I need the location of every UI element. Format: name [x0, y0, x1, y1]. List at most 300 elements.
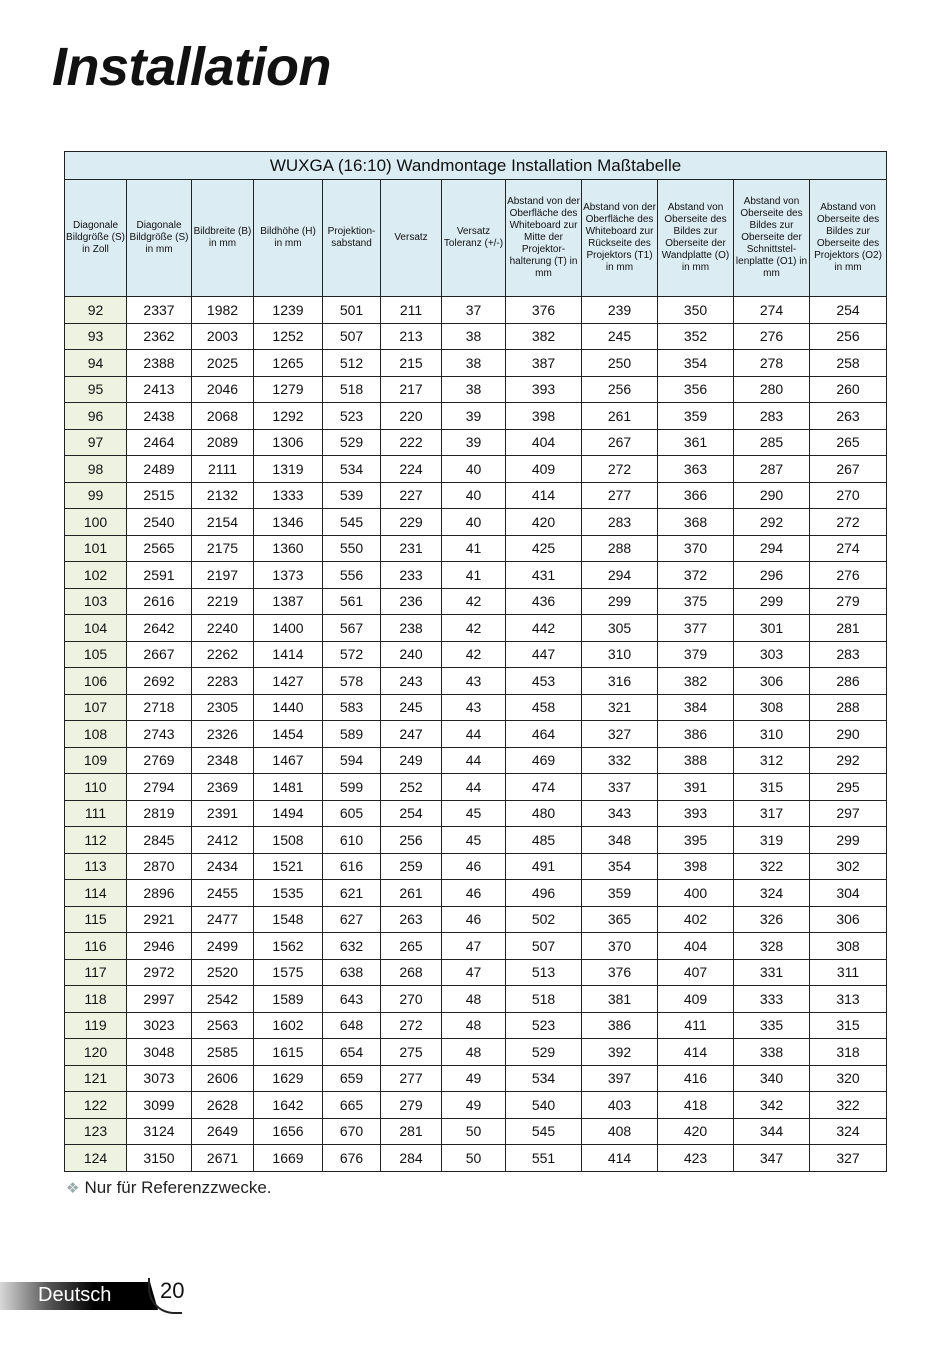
table-cell: 2003 — [192, 323, 254, 350]
table-cell: 491 — [506, 853, 582, 880]
table-cell: 2591 — [127, 562, 192, 589]
table-row — [65, 800, 887, 827]
table-cell: 284 — [381, 1145, 442, 1172]
table-cell: 283 — [810, 641, 887, 668]
table-cell: 274 — [810, 535, 887, 562]
size-inch-cell: 110 — [65, 774, 127, 801]
table-row — [65, 721, 887, 748]
table-cell: 1414 — [254, 641, 323, 668]
table-cell: 529 — [506, 1039, 582, 1066]
table-cell: 409 — [506, 456, 582, 483]
table-cell: 2972 — [127, 959, 192, 986]
table-cell: 379 — [658, 641, 734, 668]
table-cell: 359 — [658, 403, 734, 430]
size-inch-cell: 122 — [65, 1092, 127, 1119]
table-cell: 384 — [658, 694, 734, 721]
table-cell: 322 — [810, 1092, 887, 1119]
table-cell: 288 — [810, 694, 887, 721]
table-cell: 38 — [442, 376, 506, 403]
table-cell: 327 — [582, 721, 658, 748]
table-cell: 263 — [381, 906, 442, 933]
table-cell: 610 — [323, 827, 381, 854]
table-cell: 320 — [810, 1065, 887, 1092]
table-cell: 361 — [658, 429, 734, 456]
column-header: Abstand von der Oberfläche des Whiteboard zur Rückseite des Projektors (T1) in mm — [582, 180, 658, 297]
table-row — [65, 456, 887, 483]
table-cell: 1279 — [254, 376, 323, 403]
table-cell: 1292 — [254, 403, 323, 430]
size-inch-cell: 96 — [65, 403, 127, 430]
table-row — [65, 588, 887, 615]
table-cell: 2649 — [192, 1118, 254, 1145]
table-cell: 513 — [506, 959, 582, 986]
table-cell: 2642 — [127, 615, 192, 642]
table-cell: 2870 — [127, 853, 192, 880]
table-cell: 42 — [442, 588, 506, 615]
table-cell: 359 — [582, 880, 658, 907]
table-cell: 292 — [734, 509, 810, 536]
table-cell: 265 — [381, 933, 442, 960]
table-cell: 308 — [734, 694, 810, 721]
table-cell: 1615 — [254, 1039, 323, 1066]
column-header: Diagonale Bildgröße (S) in mm — [127, 180, 192, 297]
table-cell: 2326 — [192, 721, 254, 748]
table-cell: 453 — [506, 668, 582, 695]
table-cell: 294 — [734, 535, 810, 562]
table-cell: 616 — [323, 853, 381, 880]
table-cell: 414 — [582, 1145, 658, 1172]
table-cell: 302 — [810, 853, 887, 880]
table-cell: 382 — [658, 668, 734, 695]
table-cell: 2197 — [192, 562, 254, 589]
table-cell: 501 — [323, 297, 381, 324]
table-cell: 2477 — [192, 906, 254, 933]
table-cell: 249 — [381, 747, 442, 774]
table-cell: 2283 — [192, 668, 254, 695]
table-cell: 370 — [658, 535, 734, 562]
table-cell: 44 — [442, 721, 506, 748]
size-inch-cell: 115 — [65, 906, 127, 933]
table-row — [65, 350, 887, 377]
table-row — [65, 827, 887, 854]
table-cell: 398 — [658, 853, 734, 880]
table-cell: 368 — [658, 509, 734, 536]
table-cell: 356 — [658, 376, 734, 403]
size-inch-cell: 103 — [65, 588, 127, 615]
table-cell: 659 — [323, 1065, 381, 1092]
table-cell: 523 — [506, 1012, 582, 1039]
table-cell: 38 — [442, 350, 506, 377]
table-cell: 222 — [381, 429, 442, 456]
table-cell: 292 — [810, 747, 887, 774]
table-cell: 2046 — [192, 376, 254, 403]
table-cell: 265 — [810, 429, 887, 456]
table-cell: 312 — [734, 747, 810, 774]
table-cell: 272 — [381, 1012, 442, 1039]
table-cell: 2391 — [192, 800, 254, 827]
table-cell: 50 — [442, 1145, 506, 1172]
table-cell: 376 — [506, 297, 582, 324]
table-cell: 370 — [582, 933, 658, 960]
table-cell: 534 — [323, 456, 381, 483]
size-inch-cell: 113 — [65, 853, 127, 880]
table-cell: 403 — [582, 1092, 658, 1119]
table-cell: 2132 — [192, 482, 254, 509]
table-row — [65, 1118, 887, 1145]
table-cell: 304 — [810, 880, 887, 907]
table-cell: 627 — [323, 906, 381, 933]
table-cell: 2434 — [192, 853, 254, 880]
table-cell: 324 — [734, 880, 810, 907]
table-cell: 347 — [734, 1145, 810, 1172]
table-cell: 523 — [323, 403, 381, 430]
table-cell: 268 — [381, 959, 442, 986]
table-cell: 1548 — [254, 906, 323, 933]
table-cell: 638 — [323, 959, 381, 986]
table-cell: 245 — [582, 323, 658, 350]
table-cell: 247 — [381, 721, 442, 748]
table-cell: 340 — [734, 1065, 810, 1092]
column-header: Abstand von der Oberfläche des Whiteboard zur Mitte der Projektor-halterung (T) in mm — [506, 180, 582, 297]
table-cell: 297 — [810, 800, 887, 827]
table-cell: 393 — [506, 376, 582, 403]
table-cell: 238 — [381, 615, 442, 642]
table-cell: 431 — [506, 562, 582, 589]
table-cell: 556 — [323, 562, 381, 589]
table-row — [65, 376, 887, 403]
table-cell: 381 — [582, 986, 658, 1013]
table-cell: 47 — [442, 933, 506, 960]
table-cell: 49 — [442, 1092, 506, 1119]
table-cell: 539 — [323, 482, 381, 509]
table-cell: 239 — [582, 297, 658, 324]
table-cell: 243 — [381, 668, 442, 695]
table-cell: 485 — [506, 827, 582, 854]
table-cell: 46 — [442, 880, 506, 907]
table-cell: 306 — [734, 668, 810, 695]
table-cell: 2743 — [127, 721, 192, 748]
table-cell: 270 — [810, 482, 887, 509]
table-cell: 1387 — [254, 588, 323, 615]
column-header: Diagonale Bildgröße (S) in Zoll — [65, 180, 127, 297]
size-inch-cell: 107 — [65, 694, 127, 721]
reference-note — [66, 1178, 272, 1198]
table-cell: 286 — [810, 668, 887, 695]
table-cell: 2667 — [127, 641, 192, 668]
table-cell: 299 — [734, 588, 810, 615]
table-cell: 279 — [381, 1092, 442, 1119]
table-cell: 372 — [658, 562, 734, 589]
table-cell: 2794 — [127, 774, 192, 801]
table-cell: 545 — [506, 1118, 582, 1145]
table-row — [65, 1092, 887, 1119]
table-cell: 47 — [442, 959, 506, 986]
table-cell: 343 — [582, 800, 658, 827]
table-cell: 316 — [582, 668, 658, 695]
size-inch-cell: 118 — [65, 986, 127, 1013]
size-inch-cell: 114 — [65, 880, 127, 907]
table-cell: 386 — [658, 721, 734, 748]
table-row — [65, 482, 887, 509]
table-cell: 281 — [810, 615, 887, 642]
table-cell: 313 — [810, 986, 887, 1013]
table-cell: 38 — [442, 323, 506, 350]
table-cell: 299 — [582, 588, 658, 615]
table-cell: 279 — [810, 588, 887, 615]
column-header: Versatz Toleranz (+/-) — [442, 180, 506, 297]
table-cell: 2489 — [127, 456, 192, 483]
table-cell: 2563 — [192, 1012, 254, 1039]
table-cell: 256 — [810, 323, 887, 350]
table-cell: 572 — [323, 641, 381, 668]
table-cell: 213 — [381, 323, 442, 350]
table-cell: 332 — [582, 747, 658, 774]
table-cell: 254 — [381, 800, 442, 827]
column-header: Projektion-sabstand — [323, 180, 381, 297]
table-cell: 408 — [582, 1118, 658, 1145]
table-cell: 278 — [734, 350, 810, 377]
table-cell: 404 — [658, 933, 734, 960]
size-inch-cell: 101 — [65, 535, 127, 562]
size-inch-cell: 109 — [65, 747, 127, 774]
table-cell: 350 — [658, 297, 734, 324]
table-cell: 220 — [381, 403, 442, 430]
table-cell: 42 — [442, 641, 506, 668]
table-cell: 287 — [734, 456, 810, 483]
table-cell: 534 — [506, 1065, 582, 1092]
table-cell: 391 — [658, 774, 734, 801]
table-cell: 386 — [582, 1012, 658, 1039]
size-inch-cell: 105 — [65, 641, 127, 668]
table-cell: 2896 — [127, 880, 192, 907]
table-cell: 442 — [506, 615, 582, 642]
table-cell: 1306 — [254, 429, 323, 456]
size-inch-cell: 123 — [65, 1118, 127, 1145]
table-row — [65, 641, 887, 668]
table-row — [65, 959, 887, 986]
column-header: Abstand von Oberseite des Bildes zur Oberseite des Projektors (O2) in mm — [810, 180, 887, 297]
size-inch-cell: 111 — [65, 800, 127, 827]
table-cell: 464 — [506, 721, 582, 748]
table-cell: 321 — [582, 694, 658, 721]
table-cell: 388 — [658, 747, 734, 774]
table-cell: 414 — [506, 482, 582, 509]
table-cell: 306 — [810, 906, 887, 933]
table-cell: 1656 — [254, 1118, 323, 1145]
table-cell: 458 — [506, 694, 582, 721]
table-cell: 2515 — [127, 482, 192, 509]
table-cell: 1454 — [254, 721, 323, 748]
table-cell: 409 — [658, 986, 734, 1013]
table-cell: 2412 — [192, 827, 254, 854]
table-cell: 310 — [734, 721, 810, 748]
table-cell: 599 — [323, 774, 381, 801]
table-cell: 393 — [658, 800, 734, 827]
table-cell: 540 — [506, 1092, 582, 1119]
table-cell: 45 — [442, 827, 506, 854]
table-cell: 288 — [582, 535, 658, 562]
table-cell: 215 — [381, 350, 442, 377]
size-inch-cell: 121 — [65, 1065, 127, 1092]
table-cell: 2369 — [192, 774, 254, 801]
table-cell: 447 — [506, 641, 582, 668]
table-cell: 416 — [658, 1065, 734, 1092]
table-cell: 414 — [658, 1039, 734, 1066]
table-cell: 2337 — [127, 297, 192, 324]
table-cell: 1521 — [254, 853, 323, 880]
table-cell: 2025 — [192, 350, 254, 377]
table-cell: 236 — [381, 588, 442, 615]
table-cell: 48 — [442, 1012, 506, 1039]
table-cell: 2946 — [127, 933, 192, 960]
table-cell: 301 — [734, 615, 810, 642]
table-cell: 44 — [442, 774, 506, 801]
table-cell: 1535 — [254, 880, 323, 907]
table-cell: 315 — [734, 774, 810, 801]
table-cell: 407 — [658, 959, 734, 986]
table-cell: 295 — [810, 774, 887, 801]
table-cell: 39 — [442, 403, 506, 430]
table-cell: 2154 — [192, 509, 254, 536]
table-cell: 1669 — [254, 1145, 323, 1172]
table-cell: 327 — [810, 1145, 887, 1172]
table-row — [65, 535, 887, 562]
table-cell: 3099 — [127, 1092, 192, 1119]
table-cell: 404 — [506, 429, 582, 456]
table-cell: 310 — [582, 641, 658, 668]
table-cell: 317 — [734, 800, 810, 827]
installation-table-container — [64, 151, 886, 1172]
table-cell: 39 — [442, 429, 506, 456]
table-cell: 643 — [323, 986, 381, 1013]
table-cell: 2845 — [127, 827, 192, 854]
table-row — [65, 774, 887, 801]
table-cell: 290 — [734, 482, 810, 509]
table-cell: 567 — [323, 615, 381, 642]
table-cell: 632 — [323, 933, 381, 960]
table-cell: 42 — [442, 615, 506, 642]
size-inch-cell: 117 — [65, 959, 127, 986]
table-cell: 240 — [381, 641, 442, 668]
table-cell: 425 — [506, 535, 582, 562]
table-cell: 44 — [442, 747, 506, 774]
table-cell: 469 — [506, 747, 582, 774]
table-cell: 1562 — [254, 933, 323, 960]
table-cell: 48 — [442, 1039, 506, 1066]
table-cell: 2499 — [192, 933, 254, 960]
size-inch-cell: 99 — [65, 482, 127, 509]
table-cell: 46 — [442, 853, 506, 880]
table-cell: 41 — [442, 562, 506, 589]
table-cell: 387 — [506, 350, 582, 377]
table-cell: 256 — [582, 376, 658, 403]
table-row — [65, 986, 887, 1013]
table-row — [65, 933, 887, 960]
table-cell: 423 — [658, 1145, 734, 1172]
size-inch-cell: 94 — [65, 350, 127, 377]
size-inch-cell: 108 — [65, 721, 127, 748]
table-cell: 2542 — [192, 986, 254, 1013]
table-cell: 474 — [506, 774, 582, 801]
table-cell: 344 — [734, 1118, 810, 1145]
table-cell: 551 — [506, 1145, 582, 1172]
table-cell: 224 — [381, 456, 442, 483]
table-cell: 1373 — [254, 562, 323, 589]
table-cell: 545 — [323, 509, 381, 536]
table-row — [65, 747, 887, 774]
table-cell: 2921 — [127, 906, 192, 933]
table-cell: 303 — [734, 641, 810, 668]
table-cell: 324 — [810, 1118, 887, 1145]
table-cell: 436 — [506, 588, 582, 615]
table-cell: 2348 — [192, 747, 254, 774]
table-cell: 245 — [381, 694, 442, 721]
table-cell: 561 — [323, 588, 381, 615]
table-cell: 231 — [381, 535, 442, 562]
table-cell: 43 — [442, 668, 506, 695]
table-cell: 272 — [582, 456, 658, 483]
table-cell: 670 — [323, 1118, 381, 1145]
table-cell: 335 — [734, 1012, 810, 1039]
table-row — [65, 297, 887, 324]
diamond-cross-icon: ❖ — [66, 1180, 80, 1197]
table-row — [65, 694, 887, 721]
table-cell: 294 — [582, 562, 658, 589]
table-cell: 411 — [658, 1012, 734, 1039]
table-cell: 1629 — [254, 1065, 323, 1092]
table-cell: 376 — [582, 959, 658, 986]
table-cell: 1494 — [254, 800, 323, 827]
table-cell: 1239 — [254, 297, 323, 324]
table-cell: 502 — [506, 906, 582, 933]
table-cell: 2219 — [192, 588, 254, 615]
table-cell: 40 — [442, 509, 506, 536]
size-inch-cell: 95 — [65, 376, 127, 403]
size-inch-cell: 102 — [65, 562, 127, 589]
table-cell: 2305 — [192, 694, 254, 721]
table-cell: 337 — [582, 774, 658, 801]
table-cell: 400 — [658, 880, 734, 907]
table-cell: 252 — [381, 774, 442, 801]
table-cell: 256 — [381, 827, 442, 854]
table-cell: 322 — [734, 853, 810, 880]
table-cell: 480 — [506, 800, 582, 827]
table-cell: 311 — [810, 959, 887, 986]
table-cell: 326 — [734, 906, 810, 933]
column-header: Abstand von Oberseite des Bildes zur Oberseite der Wandplatte (O) in mm — [658, 180, 734, 297]
table-cell: 260 — [810, 376, 887, 403]
table-cell: 43 — [442, 694, 506, 721]
table-cell: 308 — [810, 933, 887, 960]
table-cell: 274 — [734, 297, 810, 324]
size-inch-cell: 98 — [65, 456, 127, 483]
table-cell: 2464 — [127, 429, 192, 456]
table-cell: 318 — [810, 1039, 887, 1066]
size-inch-cell: 119 — [65, 1012, 127, 1039]
table-cell: 290 — [810, 721, 887, 748]
table-cell: 281 — [381, 1118, 442, 1145]
table-cell: 319 — [734, 827, 810, 854]
table-row — [65, 668, 887, 695]
table-cell: 217 — [381, 376, 442, 403]
table-cell: 648 — [323, 1012, 381, 1039]
table-cell: 2455 — [192, 880, 254, 907]
table-cell: 2089 — [192, 429, 254, 456]
table-cell: 392 — [582, 1039, 658, 1066]
table-cell: 1333 — [254, 482, 323, 509]
column-header: Bildhöhe (H) in mm — [254, 180, 323, 297]
table-row — [65, 906, 887, 933]
